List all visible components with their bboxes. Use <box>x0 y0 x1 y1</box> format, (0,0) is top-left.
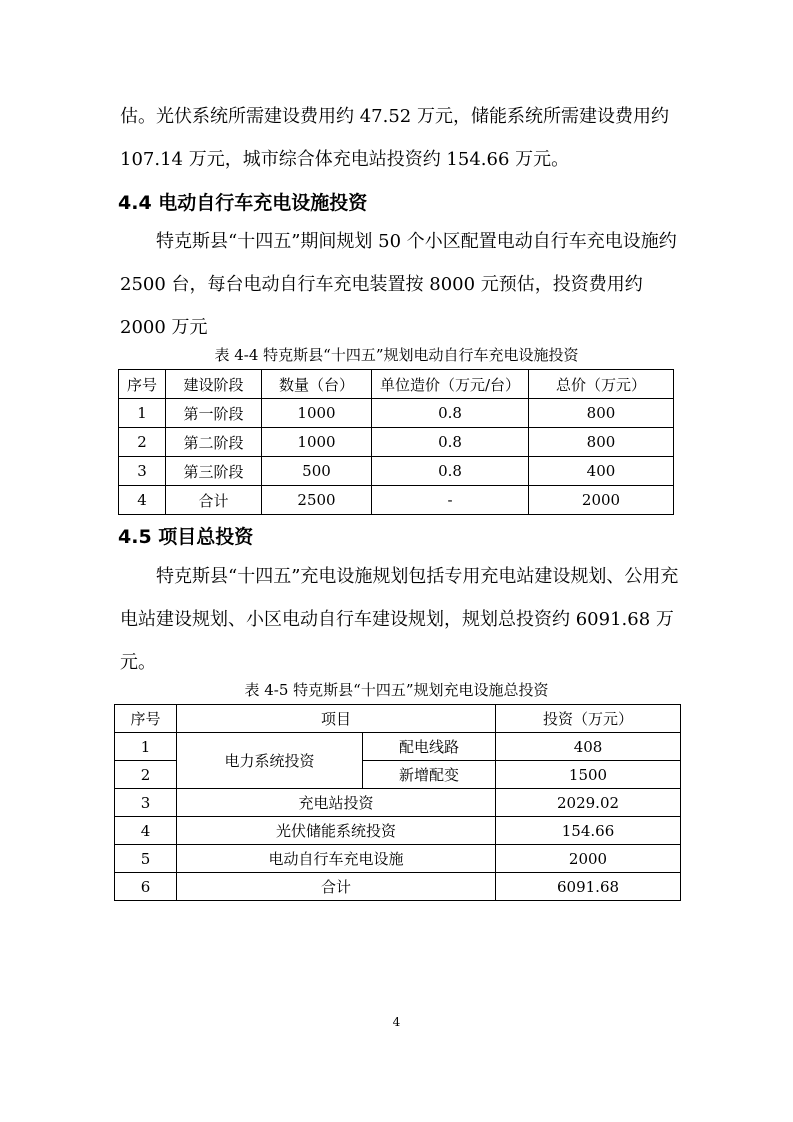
table-header-row <box>119 370 674 399</box>
page-number: 4 <box>392 1015 401 1029</box>
group-cell: 电力系统投资 <box>177 733 363 789</box>
table-cell: 2029.02 <box>496 789 681 817</box>
table-cell: 0.8 <box>372 428 529 457</box>
table-cell: 3 <box>119 457 166 486</box>
header-cell: 投资（万元） <box>496 705 681 733</box>
table-cell: 合计 <box>166 486 262 515</box>
table-cell: 1 <box>119 399 166 428</box>
table-4-5-caption: 表 4-5 特克斯县“十四五”规划充电设施总投资 <box>244 681 549 699</box>
table-cell: 500 <box>262 457 372 486</box>
table-cell: 配电线路 <box>363 733 496 761</box>
table-cell: 3 <box>115 789 177 817</box>
header-cell: 序号 <box>115 705 177 733</box>
table-cell: - <box>372 486 529 515</box>
table-4-5 <box>114 704 681 901</box>
table-cell: 2 <box>115 761 177 789</box>
table-cell: 4 <box>115 817 177 845</box>
table-cell: 2000 <box>496 845 681 873</box>
section-4-4-heading: 4.4 电动自行车充电设施投资 <box>118 192 368 214</box>
table-cell: 5 <box>115 845 177 873</box>
table-cell: 400 <box>529 457 674 486</box>
table-cell: 充电站投资 <box>177 789 496 817</box>
section-4-4-paragraph: 特克斯县“十四五”期间规划 50 个小区配置电动自行车充电设施约 2500 台，每台电动自行车充电装置按 8000 元预估，投资费用约 2000 万元 <box>120 231 677 338</box>
table-cell: 电动自行车充电设施 <box>177 845 496 873</box>
table-4-4-caption: 表 4-4 特克斯县“十四五”规划电动自行车充电设施投资 <box>214 346 579 364</box>
table-cell: 2000 <box>529 486 674 515</box>
table-cell: 800 <box>529 428 674 457</box>
table-cell: 1 <box>115 733 177 761</box>
table-row <box>115 873 681 901</box>
header-cell: 数量（台） <box>262 370 372 399</box>
table-row <box>119 486 674 515</box>
table-cell: 0.8 <box>372 399 529 428</box>
table-4-4 <box>118 369 674 515</box>
intro-line-2: 107.14 万元，城市综合体充电站投资约 154.66 万元。 <box>120 149 570 170</box>
table-cell: 6091.68 <box>496 873 681 901</box>
header-cell: 单位造价（万元/台） <box>372 370 529 399</box>
section-4-5-paragraph: 特克斯县“十四五”充电设施规划包括专用充电站建设规划、公用充电站建设规划、小区电动自行车建设规划，规划总投资约 6091.68 万元。 <box>120 566 679 673</box>
table-row <box>119 399 674 428</box>
section-4-5-heading: 4.5 项目总投资 <box>118 526 254 548</box>
table-row <box>115 733 681 761</box>
header-cell: 总价（万元） <box>529 370 674 399</box>
table-cell: 第一阶段 <box>166 399 262 428</box>
table-row <box>119 457 674 486</box>
table-row <box>115 817 681 845</box>
table-cell: 1000 <box>262 428 372 457</box>
table-cell: 第二阶段 <box>166 428 262 457</box>
table-cell: 第三阶段 <box>166 457 262 486</box>
table-cell: 1500 <box>496 761 681 789</box>
header-cell: 项目 <box>177 705 496 733</box>
table-cell: 2500 <box>262 486 372 515</box>
table-cell: 新增配变 <box>363 761 496 789</box>
table-row <box>115 789 681 817</box>
header-cell: 建设阶段 <box>166 370 262 399</box>
table-cell: 408 <box>496 733 681 761</box>
table-row <box>119 428 674 457</box>
table-cell: 6 <box>115 873 177 901</box>
table-row <box>115 845 681 873</box>
table-cell: 154.66 <box>496 817 681 845</box>
table-cell: 2 <box>119 428 166 457</box>
table-cell: 1000 <box>262 399 372 428</box>
table-cell: 光伏储能系统投资 <box>177 817 496 845</box>
table-cell: 合计 <box>177 873 496 901</box>
header-cell: 序号 <box>119 370 166 399</box>
intro-line-1: 估。光伏系统所需建设费用约 47.52 万元，储能系统所需建设费用约 <box>120 106 669 127</box>
table-cell: 800 <box>529 399 674 428</box>
table-cell: 0.8 <box>372 457 529 486</box>
table-cell: 4 <box>119 486 166 515</box>
table-header-row <box>115 705 681 733</box>
